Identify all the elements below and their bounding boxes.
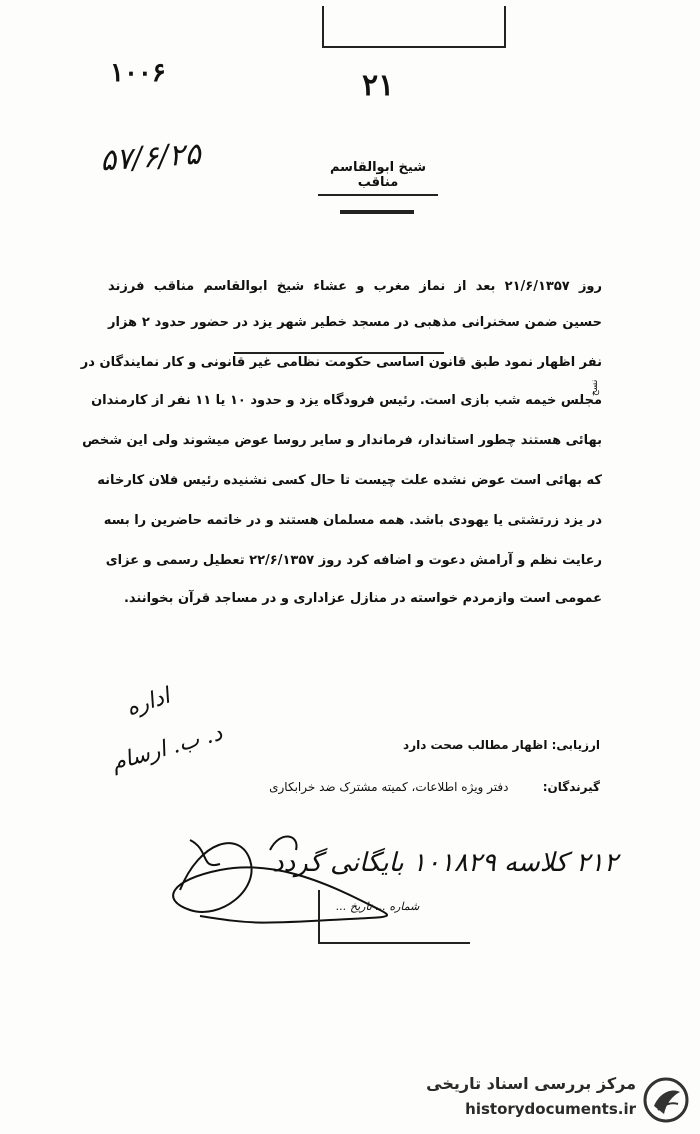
recipients-line	[269, 780, 600, 794]
body-line-5: بهائی هستند چطور استاندار، فرماندار و سایر روسا عوض میشوند ولی این شخص	[82, 433, 602, 448]
body-line-3: نفر اظهار نمود طبق قانون اساسی حکومت نظامی غیر قانونی و کار نمایندگان در	[80, 355, 602, 370]
handwritten-note-1: اداره	[123, 683, 173, 722]
archive-watermark	[410, 1074, 692, 1128]
handwritten-reference: ۲۱۲ کلاسه ۱۰۱۸۲۹ بایگانی گردد	[272, 848, 618, 878]
margin-note: نسخ	[590, 379, 600, 396]
body-line-6: که بهائی است عوض نشده علت چیست تا حال کسی نشنیده رئیس فلان کارخانه	[97, 473, 602, 488]
body-line-9: عمومی است وازمردم خواسته در منازل عزاداری و در مساجد قرآن بخوانند.	[123, 591, 602, 606]
hand-underline	[234, 352, 444, 354]
watermark-url: historydocuments.ir	[465, 1100, 636, 1118]
recipients-label: گیرندگان:	[542, 780, 600, 794]
registry-stamp	[318, 890, 470, 944]
top-stamp-box	[322, 6, 506, 48]
archive-logo-icon	[642, 1076, 690, 1124]
body-line-2: حسین ضمن سخنرانی مذهبی در مسجد خطیر شهر یزد در حضور حدود ۲ هزار	[108, 315, 602, 330]
body-line-1: روز ۲۱/۶/۱۳۵۷ بعد از نماز مغرب و عشاء شیخ ابوالقاسم مناقب فرزند	[108, 279, 602, 294]
page-number: ۲۱	[362, 68, 395, 103]
assessment-line: ارزیابی: اظهار مطالب صحت دارد	[403, 738, 600, 752]
subject-divider	[340, 210, 414, 214]
watermark-title: مرکز بررسی اسناد تاریخی	[426, 1074, 636, 1093]
document-number: ۱۰۰۶	[110, 58, 166, 88]
body-line-7: در یزد زرتشتی یا یهودی باشد. همه مسلمان هستند و در خاتمه حاضرین را بسه	[103, 513, 602, 528]
handwritten-note-2: د. ب. ارسام	[108, 720, 226, 777]
handwritten-date: ۵۷/۶/۲۵	[98, 136, 202, 179]
body-line-8: رعایت نظم و آرامش دعوت و اضافه کرد روز ۲۲/۶/۱۳۵۷ تعطیل رسمی و عزای	[105, 553, 602, 568]
recipients-value: دفتر ویژه اطلاعات، کمیته مشترک ضد خرابکاری	[269, 780, 509, 794]
body-line-4: مجلس خیمه شب بازی است. رئیس فرودگاه یزد و حدود ۱۰ یا ۱۱ نفر از کارمندان	[91, 393, 602, 408]
subject-heading: شیخ ابوالقاسم مناقب	[318, 160, 438, 196]
registry-stamp-text: شماره ... تاریخ ...	[336, 900, 420, 913]
